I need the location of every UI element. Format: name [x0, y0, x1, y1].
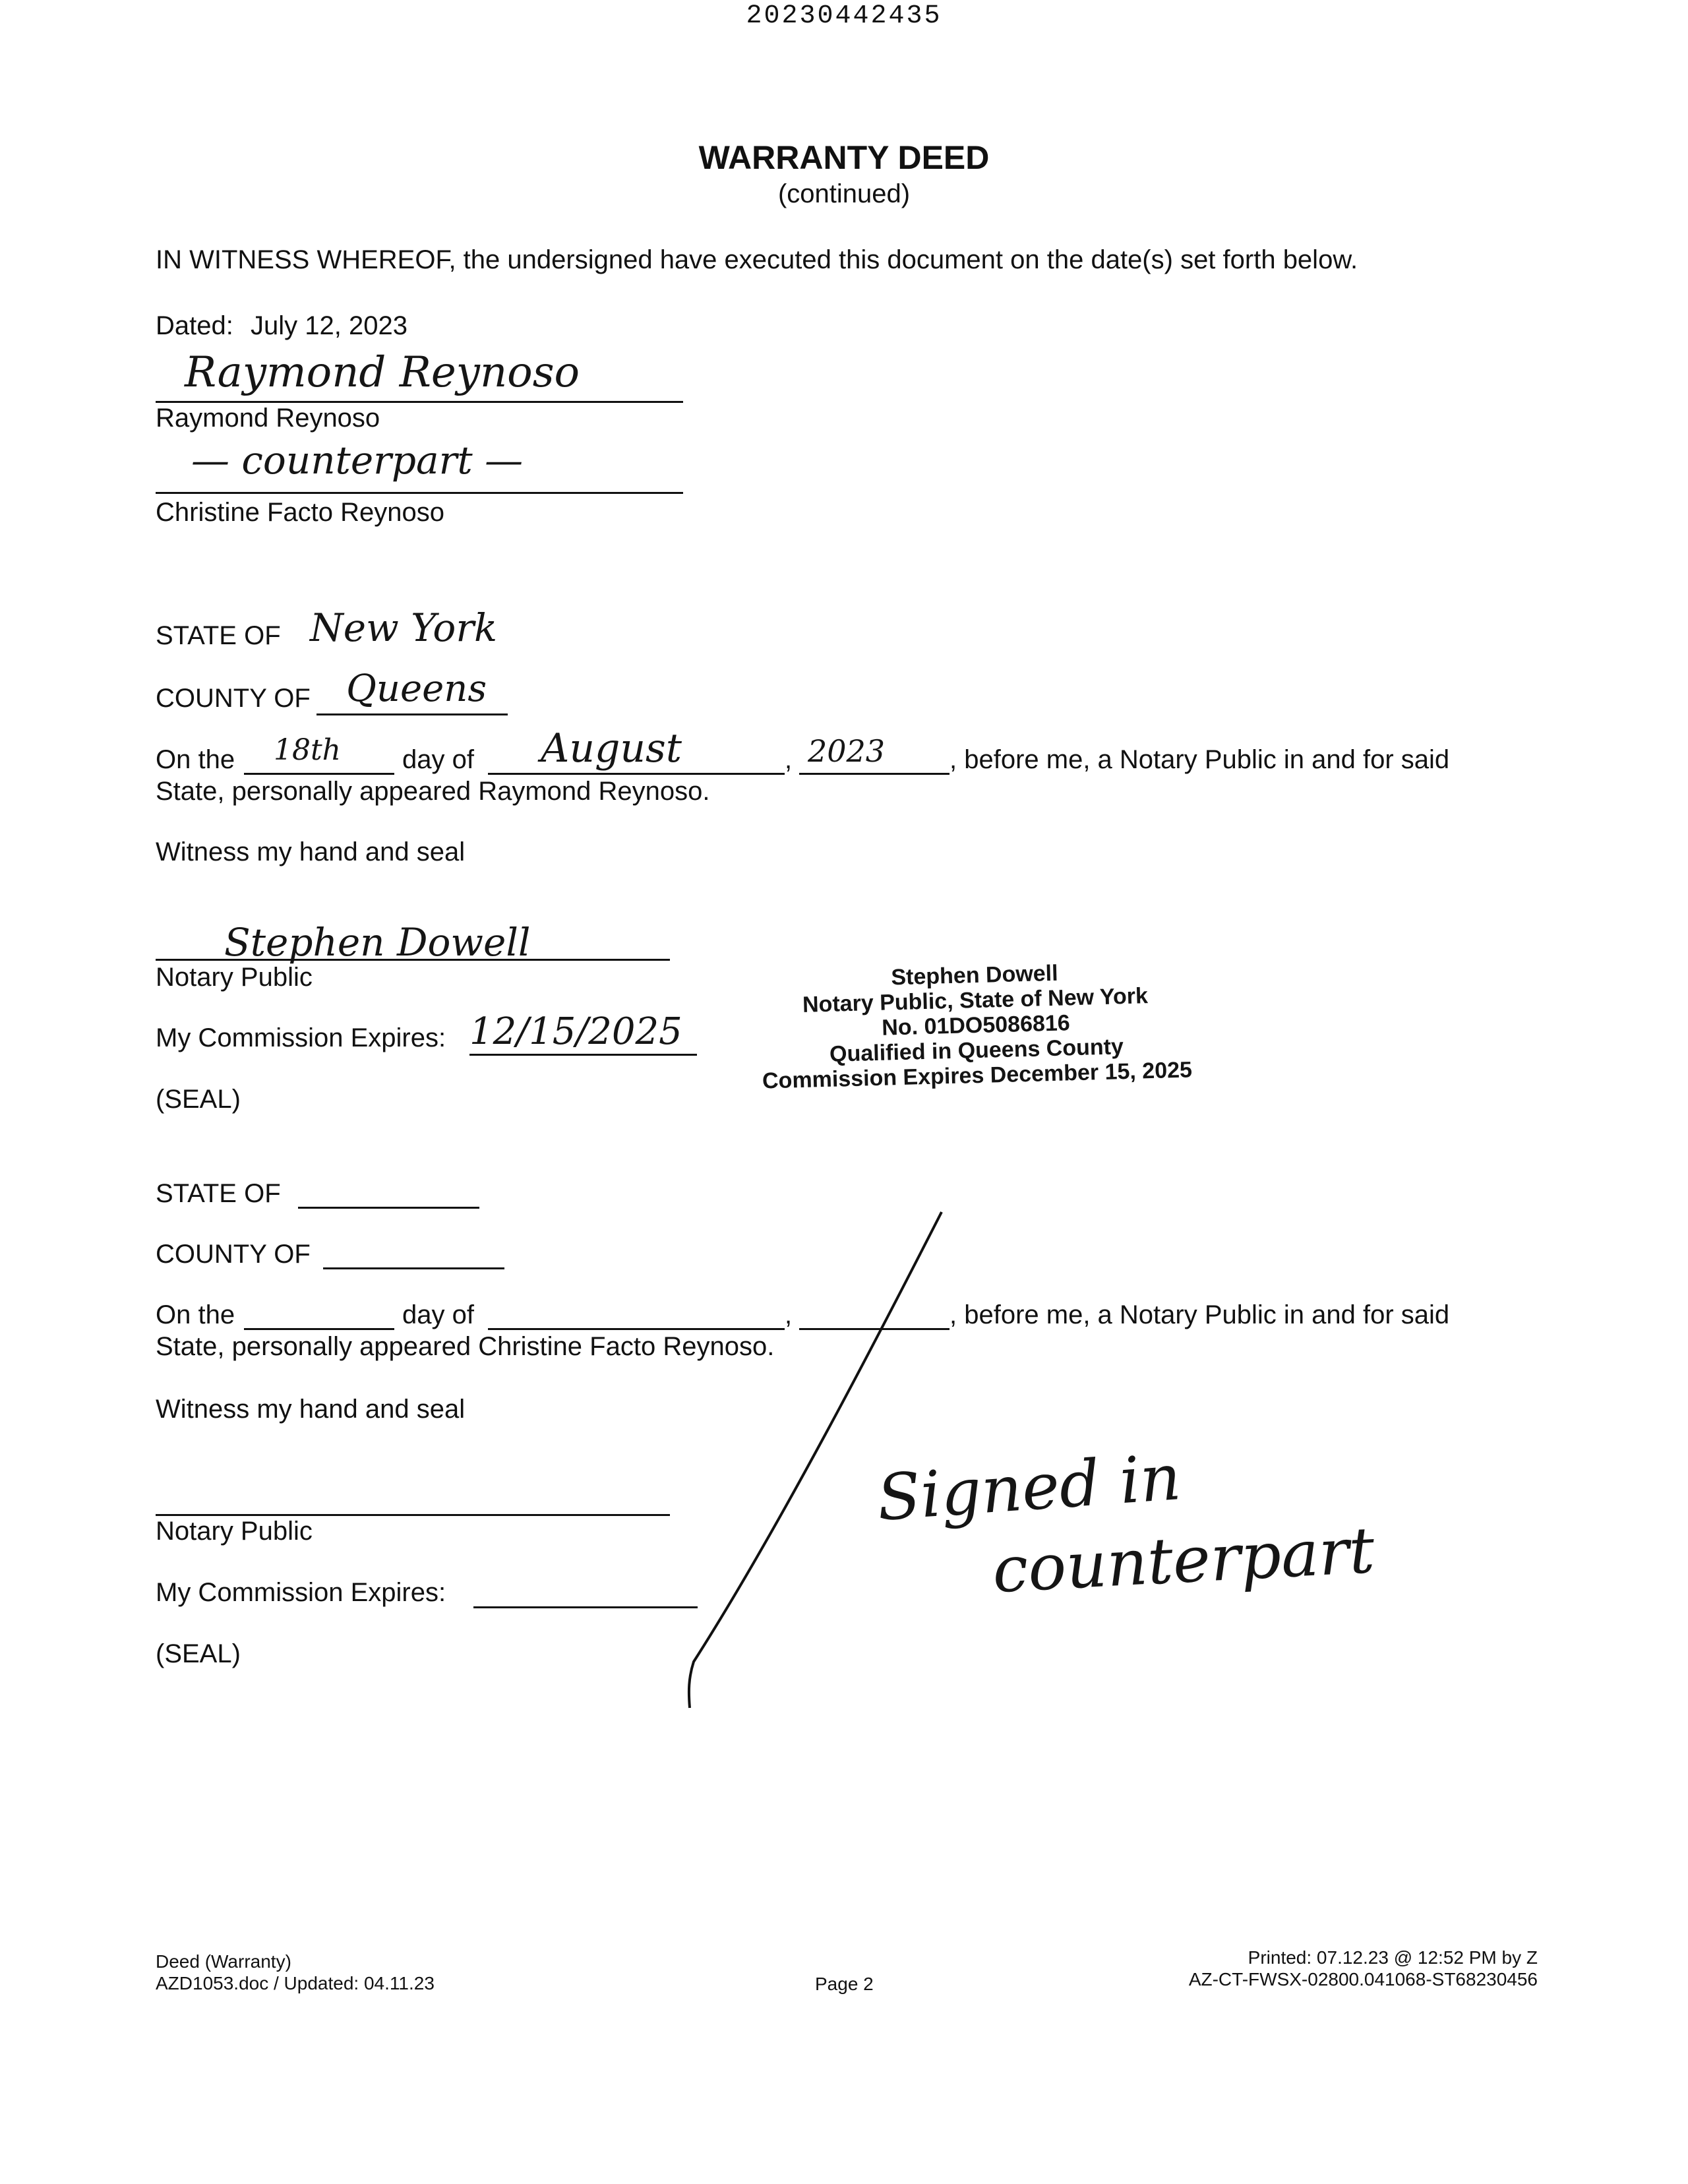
- on-the-label-1: On the: [156, 745, 235, 774]
- dated-value: July 12, 2023: [251, 311, 407, 340]
- stamp-notary-title: Notary Public, State of New York: [802, 983, 1149, 1017]
- county-value-1: Queens: [346, 667, 487, 710]
- commission-value-1: 12/15/2025: [469, 1010, 682, 1053]
- county-line-2: [323, 1267, 504, 1269]
- appeared-christine: State, personally appeared Christine Facto Reynoso.: [156, 1332, 775, 1361]
- footer-doc-id: AZD1053.doc / Updated: 04.11.23: [156, 1973, 435, 1993]
- raymond-signature-line: [156, 401, 683, 403]
- county-of-label-1: COUNTY OF: [156, 684, 311, 713]
- state-line-2: [298, 1207, 479, 1209]
- notary-signature-line-1: [156, 959, 670, 961]
- month-value-1: August: [541, 725, 682, 772]
- stamp-notary-name: Stephen Dowell: [890, 960, 1059, 990]
- before-me-2: , before me, a Notary Public in and for said: [950, 1300, 1450, 1329]
- day-of-label-2: day of: [402, 1300, 474, 1329]
- year-line-2: [799, 1328, 950, 1330]
- raymond-signature: Raymond Reynoso: [185, 348, 580, 397]
- page-number: Page 2: [815, 1974, 874, 1994]
- witness-hand-1: Witness my hand and seal: [156, 837, 466, 866]
- notary-signature-line-2: [156, 1514, 670, 1516]
- on-the-label-2: On the: [156, 1300, 235, 1329]
- christine-signature-line: [156, 492, 683, 494]
- witness-hand-2: Witness my hand and seal: [156, 1395, 466, 1424]
- signed-in-note: Signed in: [874, 1440, 1184, 1535]
- stamp-commission-expires: Commission Expires December 15, 2025: [762, 1057, 1193, 1094]
- counterpart-note: counterpart: [990, 1513, 1377, 1608]
- month-line-1: [488, 773, 785, 775]
- seal-label-2: (SEAL): [156, 1639, 241, 1668]
- county-line-1: [316, 713, 508, 715]
- witness-statement: IN WITNESS WHEREOF, the undersigned have executed this document on the date(s) set forth below.: [156, 245, 1358, 274]
- commission-line-2: [473, 1606, 698, 1608]
- footer-deed-type: Deed (Warranty): [156, 1951, 291, 1972]
- appeared-raymond: State, personally appeared Raymond Reynoso.: [156, 777, 710, 806]
- stamp-qualified-county: Qualified in Queens County: [829, 1034, 1124, 1067]
- year-line-1: [799, 773, 950, 775]
- day-value-1: 18th: [274, 733, 342, 767]
- comma-2: ,: [785, 1300, 793, 1329]
- comma-1: ,: [785, 745, 793, 774]
- footer-right: [1189, 1947, 1538, 1990]
- footer-left: [156, 1951, 435, 1994]
- document-number: 20230442435: [746, 1, 942, 31]
- footer-printed: Printed: 07.12.23 @ 12:52 PM by Z: [1248, 1947, 1538, 1968]
- notary-public-label-2: Notary Public: [156, 1517, 313, 1546]
- footer-file-id: AZ-CT-FWSX-02800.041068-ST68230456: [1188, 1969, 1538, 1989]
- day-line-1: [244, 773, 394, 775]
- before-me-1: , before me, a Notary Public in and for said: [950, 745, 1450, 774]
- year-value-1: 2023: [808, 733, 886, 769]
- month-line-2: [488, 1328, 785, 1330]
- state-value-1: New York: [310, 605, 498, 650]
- christine-name: Christine Facto Reynoso: [156, 498, 444, 527]
- counterpart-handwriting: — counterpart —: [191, 438, 524, 483]
- commission-line-1: [469, 1054, 697, 1056]
- notary-stamp: [737, 957, 1215, 1095]
- county-of-label-2: COUNTY OF: [156, 1240, 311, 1269]
- state-of-label-1: STATE OF: [156, 621, 281, 650]
- commission-label-2: My Commission Expires:: [156, 1578, 446, 1607]
- dated-label: Dated:: [156, 311, 233, 340]
- seal-label-1: (SEAL): [156, 1085, 241, 1114]
- raymond-name: Raymond Reynoso: [156, 404, 380, 433]
- commission-label-1: My Commission Expires:: [156, 1023, 446, 1052]
- document-subtitle: (continued): [777, 179, 911, 208]
- day-of-label-1: day of: [402, 745, 474, 774]
- day-line-2: [244, 1328, 394, 1330]
- document-title: WARRANTY DEED: [698, 139, 990, 176]
- stamp-notary-number: No. 01DO5086816: [881, 1010, 1071, 1041]
- notary-signature: Stephen Dowell: [224, 920, 531, 965]
- state-of-label-2: STATE OF: [156, 1179, 281, 1208]
- notary-public-label-1: Notary Public: [156, 963, 313, 992]
